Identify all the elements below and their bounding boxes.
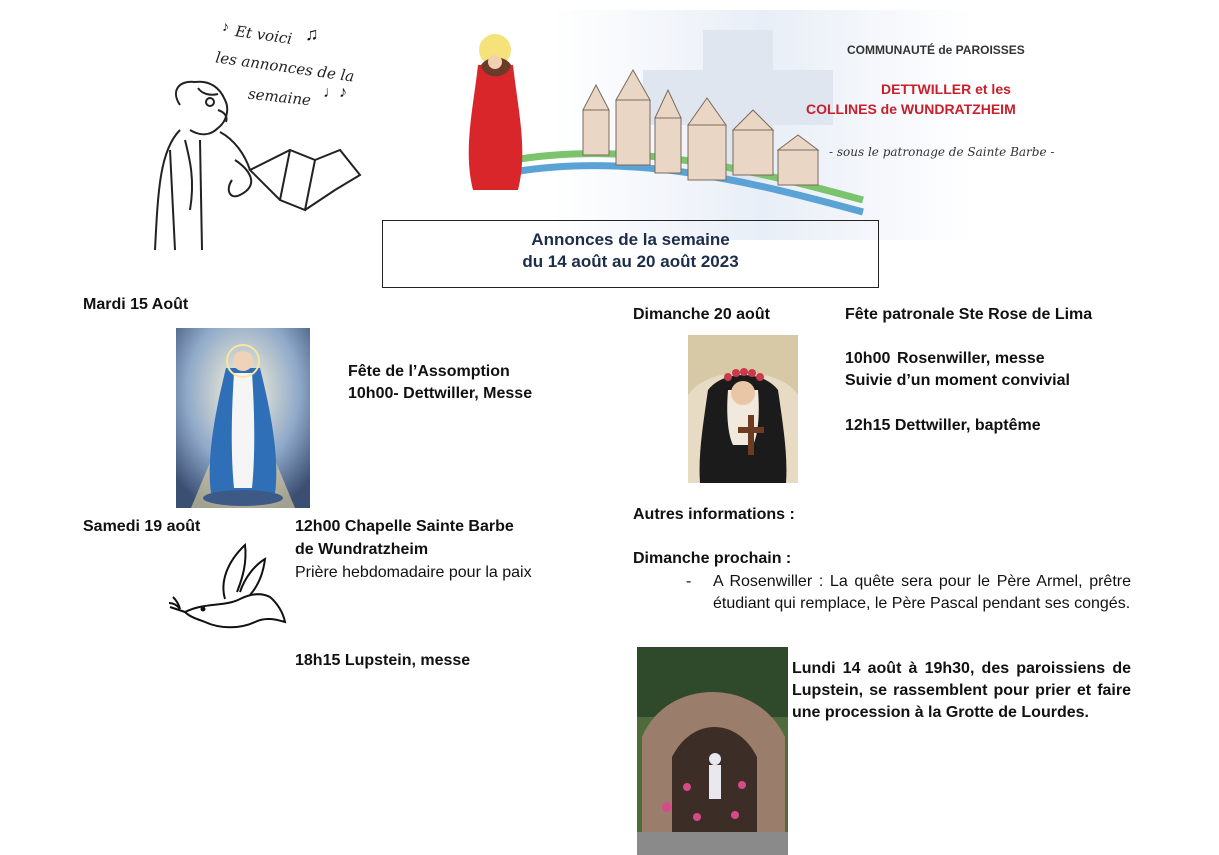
other-info-heading: Autres informations : — [633, 506, 795, 523]
day-sunday: Dimanche 20 août — [633, 306, 770, 323]
day-tuesday: Mardi 15 Août — [83, 296, 189, 313]
chapel-line1: 12h00 Chapelle Sainte Barbe — [295, 518, 514, 535]
cartoon-caption-line2: les annonces de la — [214, 48, 356, 86]
next-sunday-heading: Dimanche prochain : — [633, 550, 792, 567]
music-note-icon: ♪ — [222, 18, 229, 34]
virgin-mary-image — [176, 328, 310, 508]
mass-follow: Suivie d’un moment convivial — [845, 372, 1070, 389]
cartoon-caption-line1: Et voici — [234, 22, 294, 48]
assumption-time: 10h00- Dettwiller, Messe — [348, 385, 533, 402]
patronal-feast: Fête patronale Ste Rose de Lima — [845, 306, 1093, 323]
title-box — [382, 220, 879, 288]
banner-illustration — [433, 0, 1073, 245]
baptism: 12h15 Dettwiller, baptême — [845, 417, 1041, 434]
mass-time: 10h00 — [845, 350, 891, 367]
title-line1: Annonces de la semaine — [531, 230, 730, 249]
parish-banner — [433, 0, 1073, 245]
saint-rose-image — [688, 335, 798, 483]
community-label: COMMUNAUTÉ de PAROISSES — [847, 43, 1025, 57]
day-saturday: Samedi 19 août — [83, 518, 201, 535]
parish-name-line2: COLLINES de WUNDRATZHEIM — [806, 101, 1016, 117]
peace-prayer: Prière hebdomadaire pour la paix — [295, 564, 532, 581]
priest-drawing — [140, 10, 380, 255]
music-note-icon: ♩♪ — [323, 84, 347, 101]
bullet-dash: - — [686, 573, 692, 590]
dove-icon — [165, 537, 290, 637]
parish-name-line1: DETTWILLER et les — [881, 81, 1011, 97]
rosenwiller-collection: A Rosenwiller : La quête sera pour le Père Armel, prêtre étudiant qui remplace, le Père Pascal pendant ses congés. — [713, 573, 1131, 612]
priest-cartoon — [140, 10, 380, 255]
assumption-title: Fête de l’Assomption — [348, 363, 510, 380]
music-note-icon: ♫ — [305, 24, 319, 44]
mass-place: Rosenwiller, messe — [897, 350, 1045, 367]
cartoon-caption-line3: semaine — [247, 84, 312, 110]
title-line2: du 14 août au 20 août 2023 — [522, 252, 739, 271]
lupstein-mass: 18h15 Lupstein, messe — [295, 652, 471, 669]
chapel-line2: de Wundratzheim — [295, 541, 429, 558]
lourdes-grotto-image — [637, 647, 788, 855]
patronage-text: - sous le patronage de Sainte Barbe - — [829, 145, 1055, 159]
procession-notice: Lundi 14 août à 19h30, des paroissiens de Lupstein, se rassemblent pour prier et faire une procession à la Grotte de Lourdes. — [792, 660, 1131, 721]
